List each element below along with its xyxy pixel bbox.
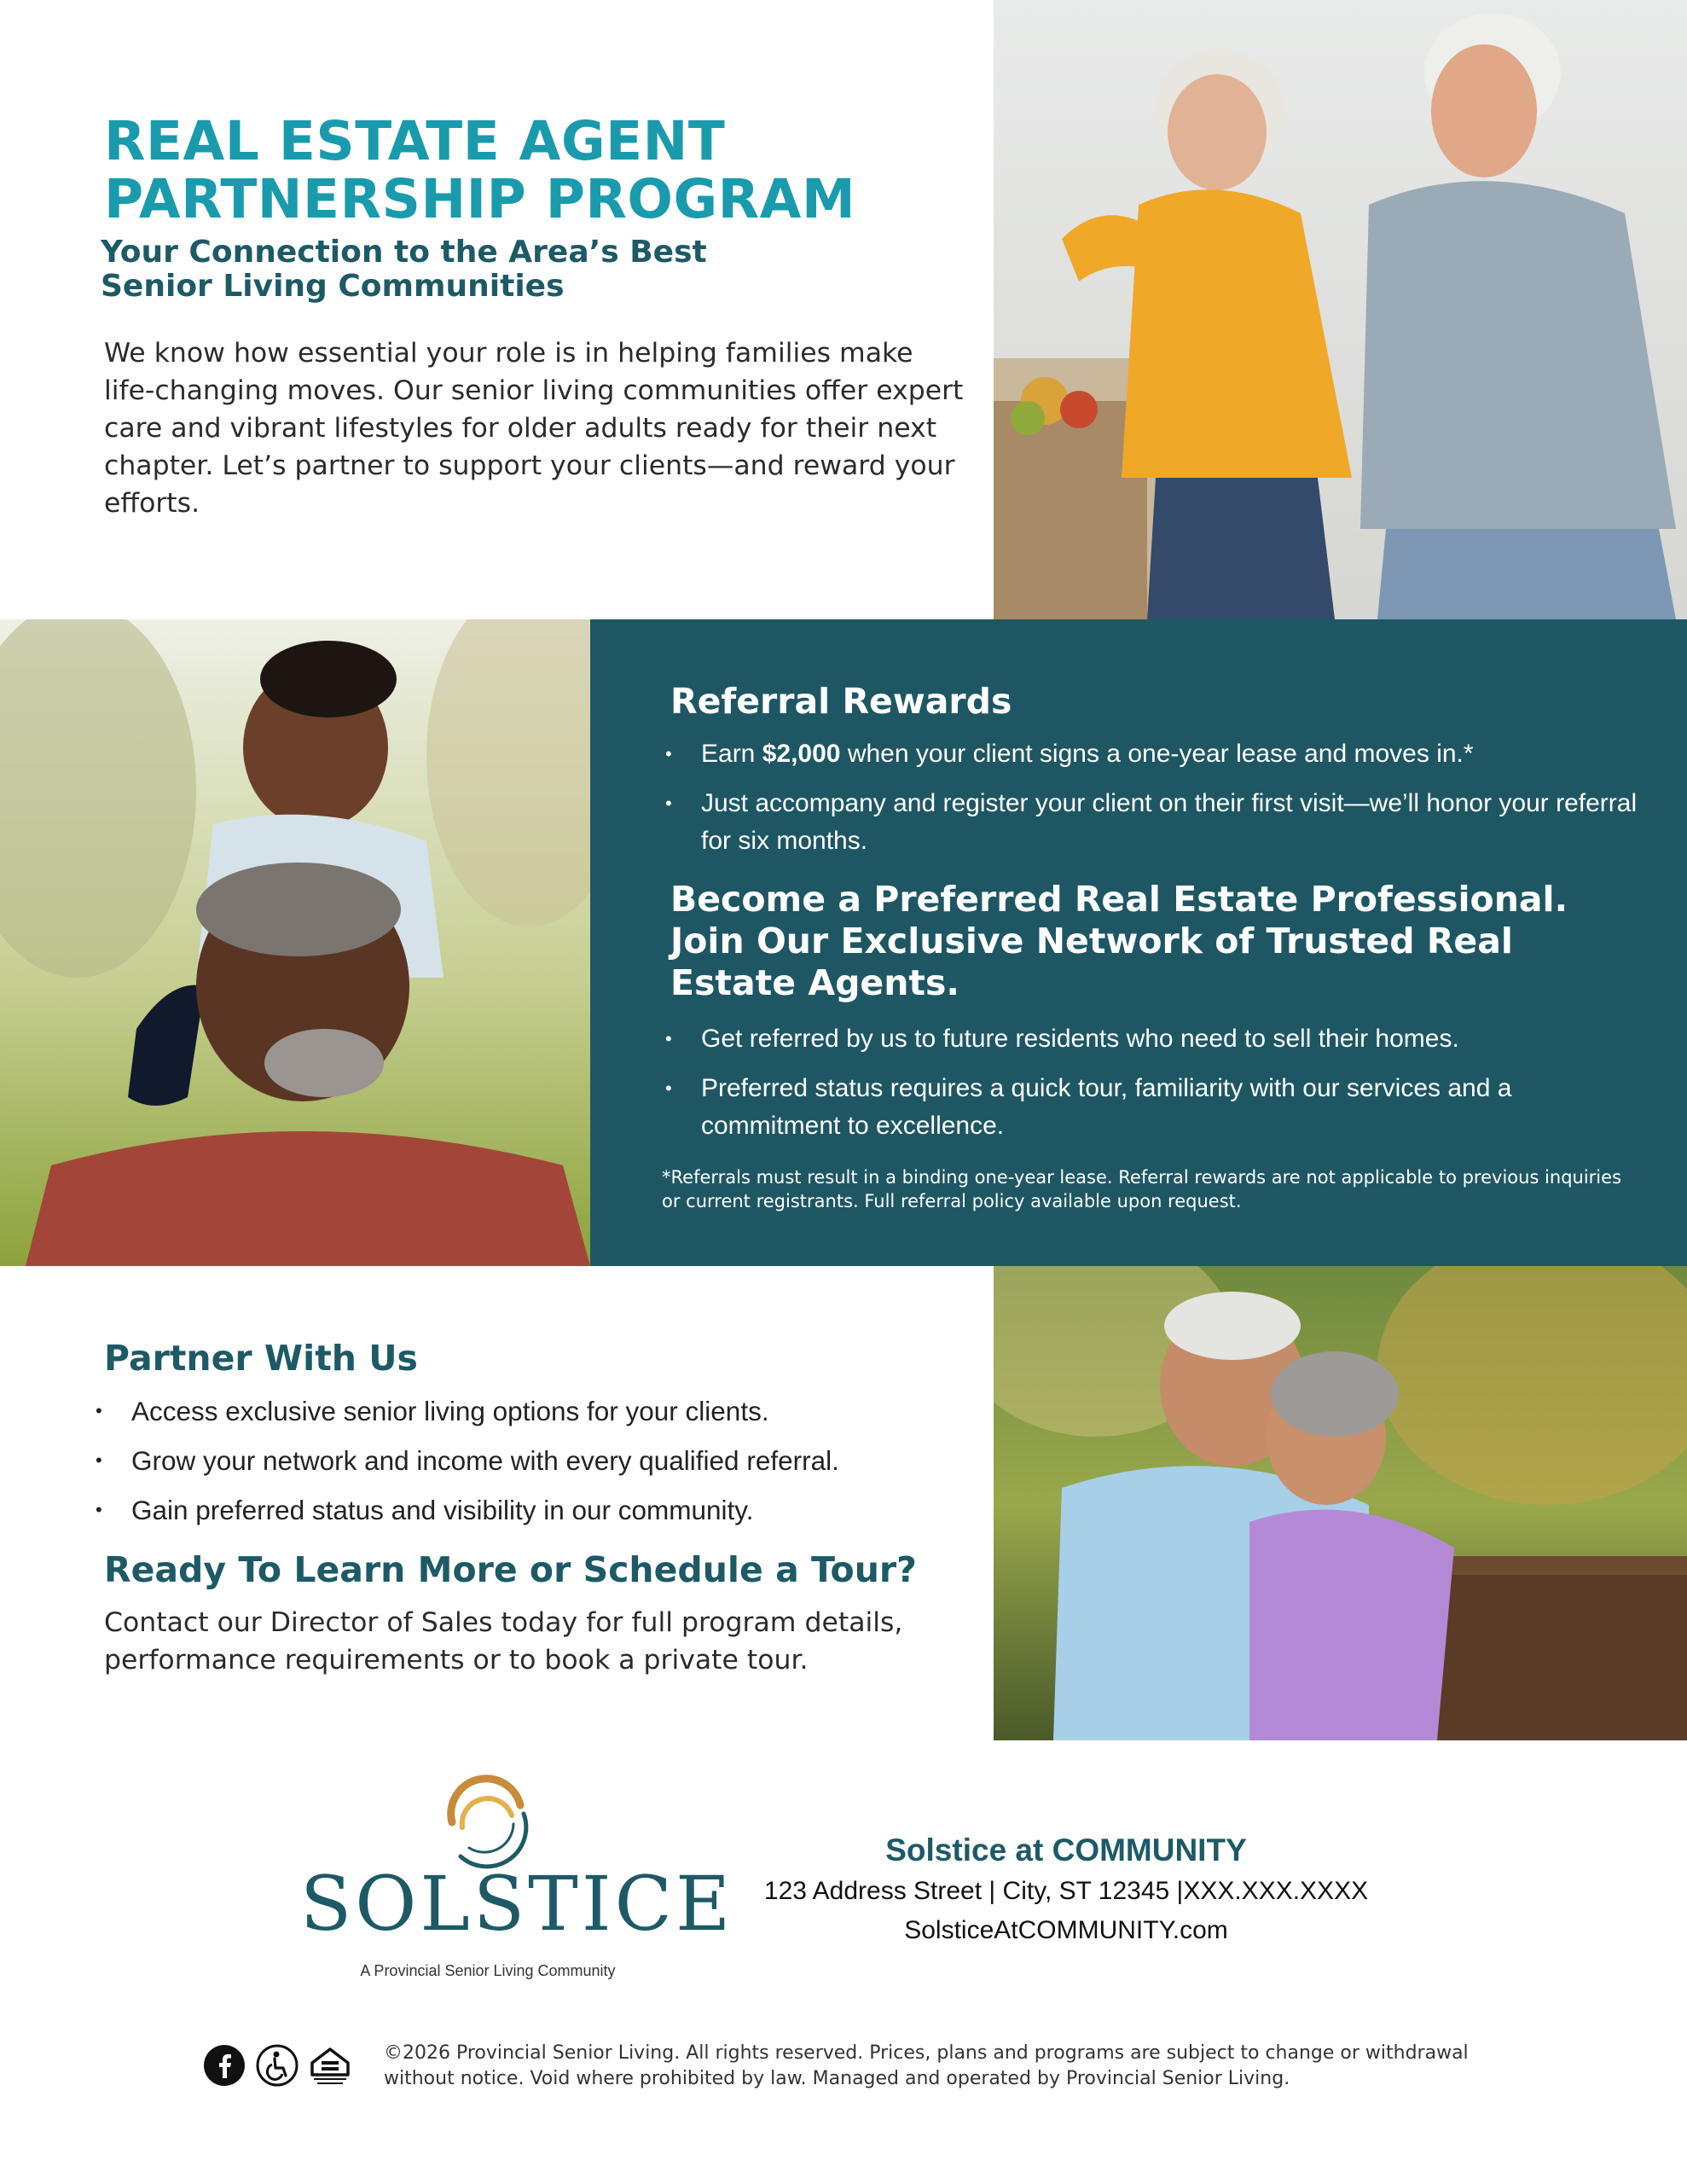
referral-bullet-accompany: • Just accompany and register your client on their first visit—we’ll honor your referral for six months. <box>665 785 1638 860</box>
referral-bullet-earn: • Earn $2,000 when your client signs a one-year lease and moves in.* <box>665 735 1638 773</box>
title-line-1: REAL ESTATE AGENT <box>104 110 726 172</box>
preferred-bullet-status: • Preferred status requires a quick tour, familiarity with our services and a commitment to excellence. <box>665 1070 1638 1145</box>
subtitle-line-2: Senior Living Communities <box>101 269 565 304</box>
referral-bullets <box>665 735 1638 872</box>
logo-wordmark: SOLSTICE <box>300 1860 734 1948</box>
referral-rewards-heading: Referral Rewards <box>670 681 1012 722</box>
partner-bullet-access: • Access exclusive senior living options for your clients. <box>96 1392 991 1430</box>
facebook-icon[interactable] <box>203 2044 246 2087</box>
page-title <box>104 110 974 230</box>
preferred-heading: Become a Preferred Real Estate Professional. Join Our Exclusive Network of Trusted Real Estate Agents. <box>670 879 1568 1003</box>
ready-heading: Ready To Learn More or Schedule a Tour? <box>104 1549 917 1590</box>
partner-bullet-grow: • Grow your network and income with every qualified referral. <box>96 1442 991 1479</box>
community-name: Solstice at COMMUNITY <box>885 1833 1247 1867</box>
accessibility-icon <box>256 2044 299 2087</box>
photo-hugging-couple <box>994 1266 1687 1740</box>
preferred-bullet-referred: • Get referred by us to future residents who need to sell their homes. <box>665 1020 1638 1058</box>
community-address: 123 Address Street | City, ST 12345 |XXX.XXX.XXXX <box>763 1877 1369 1905</box>
equal-housing-icon <box>309 2044 351 2087</box>
contact-paragraph: Contact our Director of Sales today for full program details, performance requirements or to book a private tour. <box>104 1607 903 1676</box>
community-website[interactable]: SolsticeAtCOMMUNITY.com <box>904 1916 1228 1944</box>
partner-bullet-gain: • Gain preferred status and visibility in our community. <box>96 1491 991 1529</box>
photo-grandfather-boy <box>0 619 590 1266</box>
reward-amount: $2,000 <box>762 740 841 768</box>
legal-disclaimer: ©2026 Provincial Senior Living. All rights reserved. Prices, plans and programs are subject to change or withdrawal without notice. Void where prohibited by law. Managed and operated by Provincial Senior Living. <box>384 2042 1469 2089</box>
page-subtitle <box>101 235 954 304</box>
partner-heading: Partner With Us <box>104 1338 418 1379</box>
subtitle-line-1: Your Connection to the Area’s Best <box>101 235 707 270</box>
intro-paragraph: We know how essential your role is in helping families make life-changing moves. Our senior living communities offer expert care and vibrant lifestyles for older adults ready for their next chapter. Let’s partner to support your clients—and reward your efforts. <box>104 338 964 519</box>
solstice-logo-mark <box>435 1771 537 1873</box>
preferred-bullets <box>665 1020 1638 1157</box>
referral-footnote: *Referrals must result in a binding one-year lease. Referral rewards are not applicable to previous inquiries or current registrants. Full referral policy available upon request. <box>662 1167 1622 1211</box>
partner-bullets <box>96 1392 991 1541</box>
photo-dancing-couple <box>994 0 1687 619</box>
logo-tagline: A Provincial Senior Living Community <box>360 1962 616 1979</box>
title-line-2: PARTNERSHIP PROGRAM <box>104 168 856 230</box>
